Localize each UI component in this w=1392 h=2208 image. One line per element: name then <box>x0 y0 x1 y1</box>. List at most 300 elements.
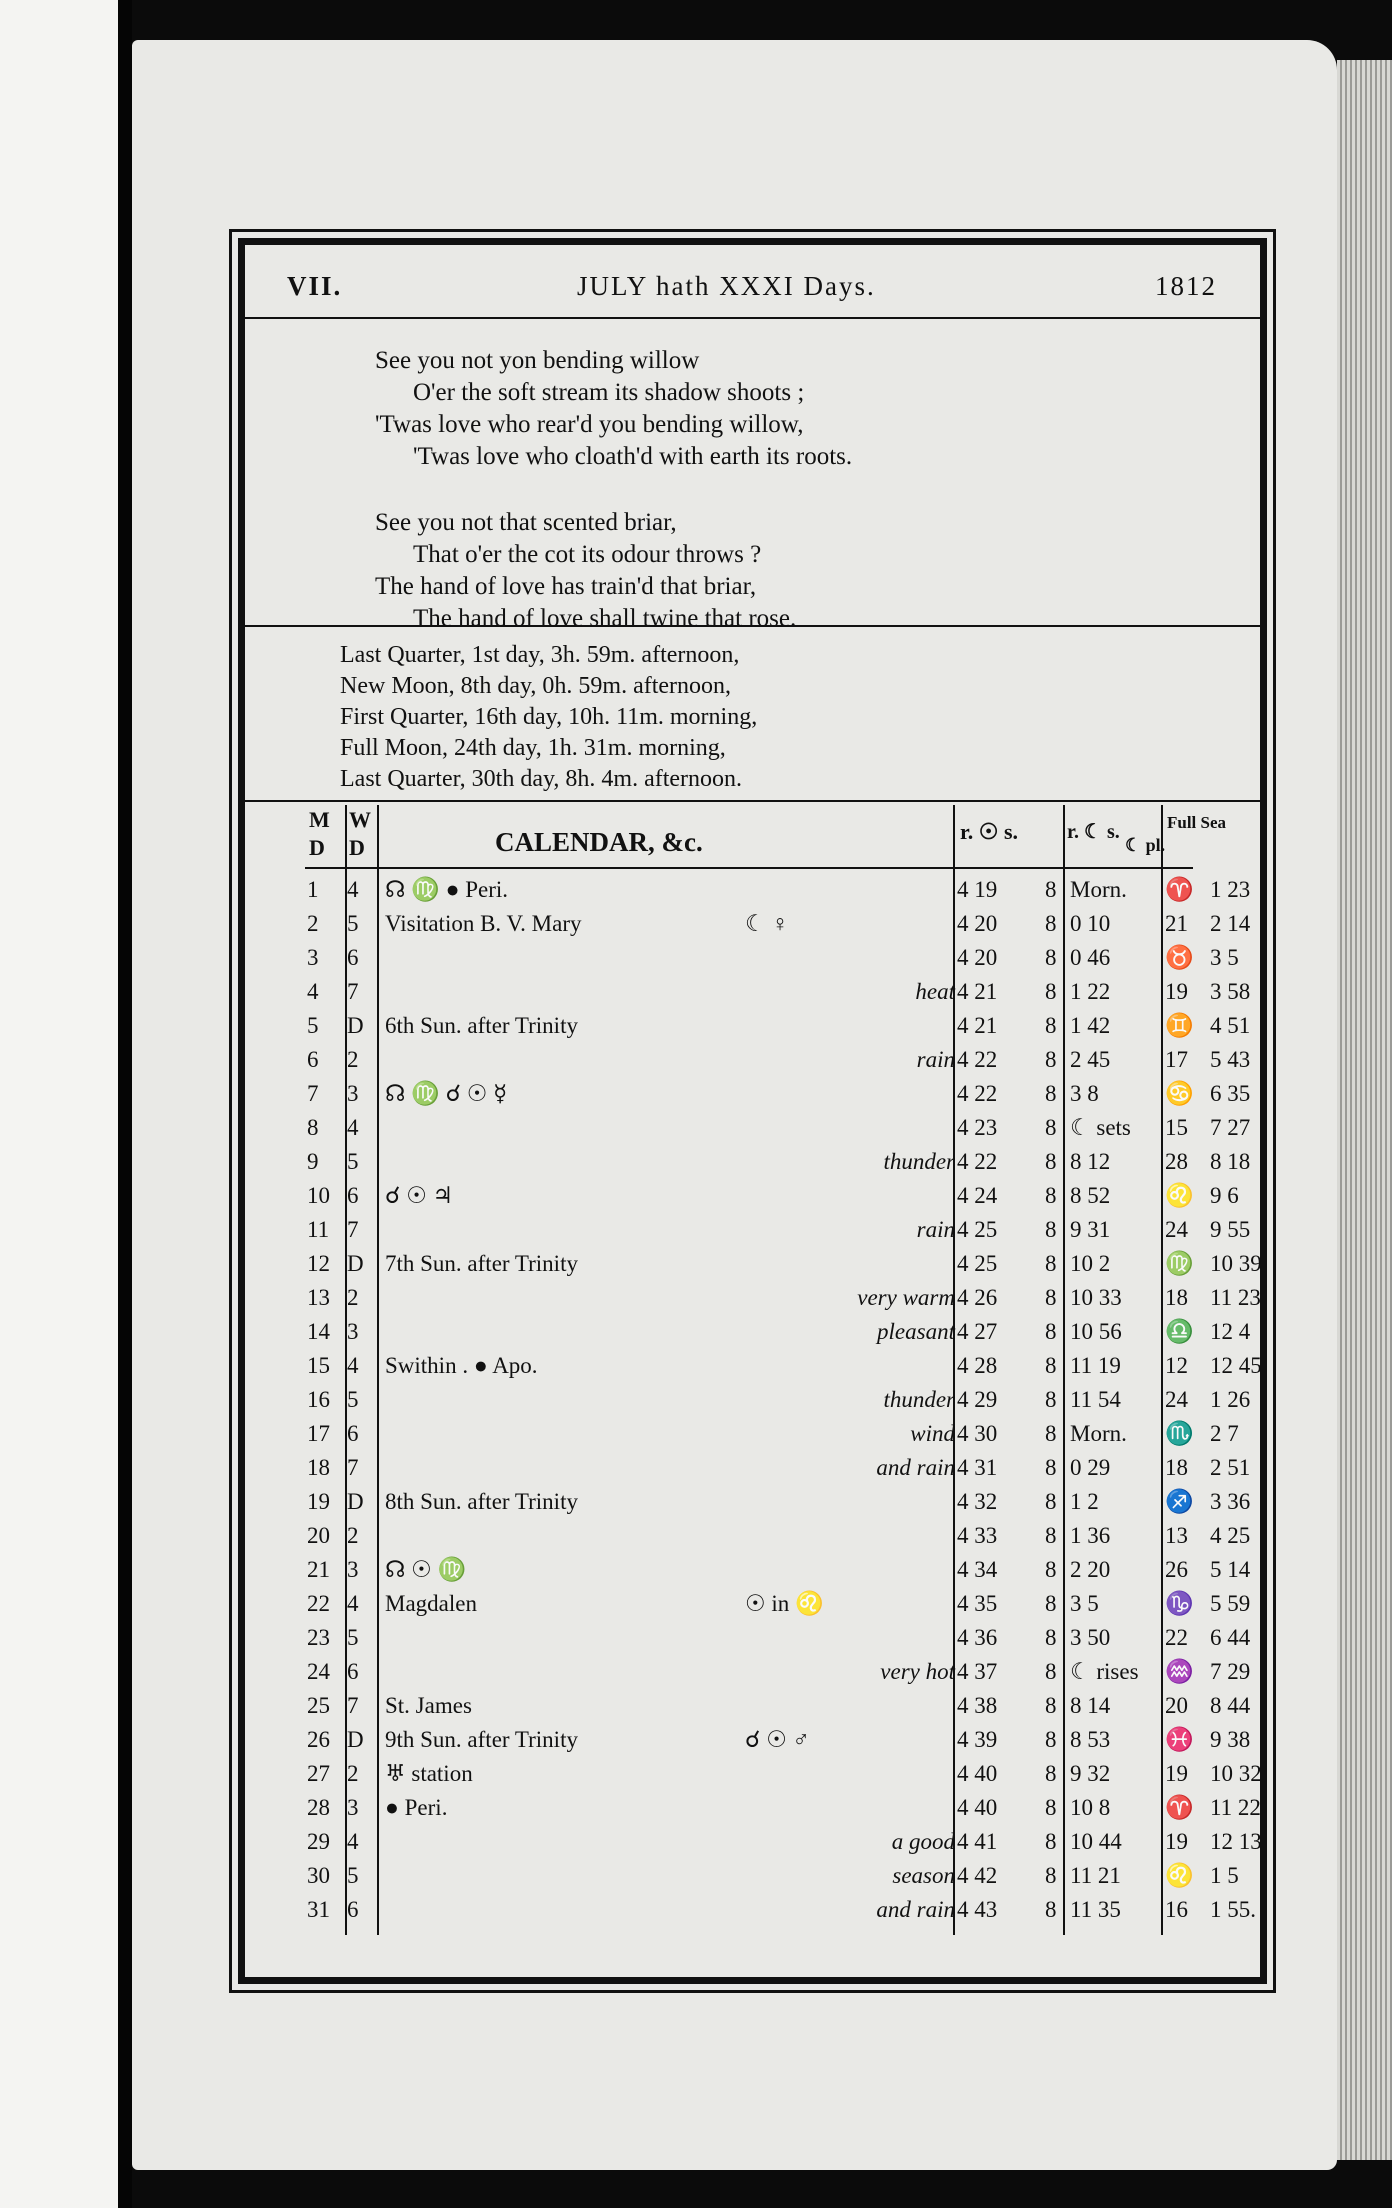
week-day: D <box>347 1251 364 1276</box>
moon-place: 26 <box>1165 1557 1188 1582</box>
sun-rise: 4 22 <box>957 1047 998 1072</box>
sun-rise: 4 30 <box>957 1421 998 1446</box>
moon-place: ♐ <box>1165 1489 1194 1514</box>
book-gutter <box>118 0 132 2208</box>
moon-rise-set: 10 44 <box>1070 1829 1122 1854</box>
header-divider <box>305 867 1193 869</box>
sun-set: 8 <box>1045 1693 1057 1718</box>
sun-rise: 4 42 <box>957 1863 998 1888</box>
table-row <box>305 1587 1251 1621</box>
sun-rise: 4 22 <box>957 1081 998 1106</box>
poem-line: 'Twas love who rear'd you bending willow, <box>375 411 804 438</box>
poem-line: 'Twas love who cloath'd with earth its roots. <box>413 443 853 470</box>
full-sea: 5 43 <box>1210 1047 1251 1072</box>
almanac-frame <box>238 238 1267 1984</box>
week-day: 5 <box>347 1387 359 1412</box>
sun-set: 8 <box>1045 1863 1057 1888</box>
sun-set: 8 <box>1045 1523 1057 1548</box>
moon-rise-set: 1 2 <box>1070 1489 1099 1514</box>
moon-place: 18 <box>1165 1285 1188 1310</box>
sun-set: 8 <box>1045 1047 1057 1072</box>
sun-rise: 4 38 <box>957 1693 998 1718</box>
moon-rise-set: 9 32 <box>1070 1761 1111 1786</box>
weather-note: heat <box>915 979 955 1004</box>
week-day: 6 <box>347 1897 359 1922</box>
calendar-entry: Swithin . ● Apo. <box>385 1353 538 1378</box>
sun-set: 8 <box>1045 1455 1057 1480</box>
table-row <box>305 975 1251 1009</box>
table-row <box>305 1757 1262 1791</box>
moon-place: 16 <box>1165 1897 1188 1922</box>
moon-place: ♏ <box>1165 1421 1194 1446</box>
moon-place: ♌ <box>1165 1863 1194 1888</box>
moon-place: 19 <box>1165 979 1188 1004</box>
moon-rise-set: 0 46 <box>1070 945 1111 970</box>
moon-rise-set: 1 36 <box>1070 1523 1111 1548</box>
moon-rise-set: 2 45 <box>1070 1047 1111 1072</box>
sun-set: 8 <box>1045 1319 1057 1344</box>
week-day: 2 <box>347 1523 359 1548</box>
calendar-entry: Magdalen <box>385 1591 477 1616</box>
week-day: 5 <box>347 911 359 936</box>
moon-phase-line: Last Quarter, 1st day, 3h. 59m. afternoon, <box>340 642 740 668</box>
poem-line: That o'er the cot its odour throws ? <box>413 541 762 568</box>
aspect-entry: ☉ in ♌ <box>745 1591 824 1616</box>
moon-place: 21 <box>1165 911 1188 936</box>
sun-rise: 4 22 <box>957 1149 998 1174</box>
sun-set: 8 <box>1045 1761 1057 1786</box>
moon-rise-set: 0 10 <box>1070 911 1111 936</box>
weather-note: very warm <box>857 1285 955 1310</box>
sun-set: 8 <box>1045 1557 1057 1582</box>
moon-rise-set: 3 50 <box>1070 1625 1111 1650</box>
week-day: 6 <box>347 945 359 970</box>
week-day: 5 <box>347 1863 359 1888</box>
full-sea: 10 39 <box>1210 1251 1262 1276</box>
month-day: 30 <box>307 1863 330 1888</box>
week-day: 6 <box>347 1659 359 1684</box>
sun-set: 8 <box>1045 1659 1057 1684</box>
moon-rise-set: 10 2 <box>1070 1251 1111 1276</box>
month-day: 15 <box>307 1353 330 1378</box>
month-day: 8 <box>307 1115 319 1140</box>
calendar-entry: 9th Sun. after Trinity <box>385 1727 578 1752</box>
moon-place: ♈ <box>1165 1795 1194 1820</box>
moon-rise-set: 10 56 <box>1070 1319 1122 1344</box>
full-sea: 9 6 <box>1210 1183 1239 1208</box>
full-sea: 11 23 <box>1210 1285 1261 1310</box>
moon-place: ♈ <box>1165 877 1194 902</box>
month-title: JULY hath XXXI Days. <box>577 271 876 301</box>
week-day: 5 <box>347 1149 359 1174</box>
month-day: 23 <box>307 1625 330 1650</box>
month-day: 27 <box>307 1761 330 1786</box>
full-sea: 7 29 <box>1210 1659 1251 1684</box>
sun-rise: 4 21 <box>957 1013 998 1038</box>
month-day: 4 <box>307 979 319 1004</box>
month-day: 14 <box>307 1319 330 1344</box>
sun-rise: 4 33 <box>957 1523 998 1548</box>
weather-note: rain <box>916 1047 955 1072</box>
moon-place: 12 <box>1165 1353 1188 1378</box>
sun-set: 8 <box>1045 1489 1057 1514</box>
poem-line: O'er the soft stream its shadow shoots ; <box>413 379 805 406</box>
table-row <box>305 941 1239 975</box>
full-sea: 2 51 <box>1210 1455 1251 1480</box>
month-day: 11 <box>307 1217 330 1242</box>
poem <box>375 345 1135 635</box>
moon-phase-line: New Moon, 8th day, 0h. 59m. afternoon, <box>340 673 732 699</box>
table-row <box>305 1281 1261 1315</box>
weather-note: thunder <box>883 1387 955 1412</box>
moon-rise-set: ☾ sets <box>1070 1115 1131 1140</box>
month-day: 21 <box>307 1557 330 1582</box>
sun-set: 8 <box>1045 1285 1057 1310</box>
aspect-entry: ☌ ☉ ♂ <box>745 1727 810 1752</box>
sun-rise: 4 34 <box>957 1557 998 1582</box>
full-sea: 3 58 <box>1210 979 1251 1004</box>
sun-set: 8 <box>1045 877 1057 902</box>
sun-rise: 4 40 <box>957 1761 998 1786</box>
full-sea-head: Full Sea <box>1167 813 1227 832</box>
sun-rise: 4 36 <box>957 1625 998 1650</box>
table-row <box>305 1519 1251 1553</box>
moon-place: 24 <box>1165 1217 1188 1242</box>
full-sea: 7 27 <box>1210 1115 1251 1140</box>
weather-note: thunder <box>883 1149 955 1174</box>
calendar-table <box>305 805 1262 1935</box>
weather-note: and rain <box>876 1455 955 1480</box>
sun-rise: 4 20 <box>957 945 998 970</box>
month-day: 9 <box>307 1149 319 1174</box>
table-row <box>305 1791 1261 1825</box>
full-sea: 9 55 <box>1210 1217 1251 1242</box>
calendar-entry: 6th Sun. after Trinity <box>385 1013 578 1038</box>
sun-set: 8 <box>1045 1829 1057 1854</box>
table-row <box>305 1009 1251 1043</box>
moon-rise-set: 3 8 <box>1070 1081 1099 1106</box>
table-row <box>305 1417 1239 1451</box>
week-day: 7 <box>347 1217 359 1242</box>
sun-set: 8 <box>1045 1591 1057 1616</box>
weather-note: pleasant <box>877 1319 955 1344</box>
month-day: 16 <box>307 1387 330 1412</box>
calendar-entry: ☊ ♍ ☌ ☉ ☿ <box>385 1081 508 1106</box>
sun-rise: 4 37 <box>957 1659 998 1684</box>
moon-place: ♌ <box>1165 1183 1194 1208</box>
table-row <box>305 1179 1239 1213</box>
poem-rule <box>245 625 1260 627</box>
table-row <box>305 1859 1239 1893</box>
week-day: 7 <box>347 1455 359 1480</box>
full-sea: 3 36 <box>1210 1489 1251 1514</box>
stanza-gap <box>375 473 1135 507</box>
moon-place: ♊ <box>1165 1013 1194 1038</box>
table-row <box>305 1077 1251 1111</box>
sun-set: 8 <box>1045 1795 1057 1820</box>
sun-set: 8 <box>1045 1625 1057 1650</box>
wd-head-top: W <box>349 807 371 832</box>
table-row <box>305 1315 1251 1349</box>
full-sea: 11 22 <box>1210 1795 1261 1820</box>
table-row <box>305 1213 1251 1247</box>
calendar-entry: ☊ ♍ ● Peri. <box>385 877 509 902</box>
week-day: 4 <box>347 1591 359 1616</box>
week-day: D <box>347 1489 364 1514</box>
calendar-entry: ☌ ☉ ♃ <box>385 1183 454 1208</box>
moon-rise-set: 8 12 <box>1070 1149 1111 1174</box>
moon-place: 19 <box>1165 1829 1188 1854</box>
sun-rise: 4 43 <box>957 1897 998 1922</box>
table-row <box>305 1655 1251 1689</box>
sun-set: 8 <box>1045 1353 1057 1378</box>
full-sea: 6 44 <box>1210 1625 1251 1650</box>
week-day: 2 <box>347 1047 359 1072</box>
sun-rise: 4 32 <box>957 1489 998 1514</box>
moon-rule <box>245 800 1260 802</box>
sun-set: 8 <box>1045 1115 1057 1140</box>
moon-phases <box>340 640 1160 795</box>
sun-rise: 4 39 <box>957 1727 998 1752</box>
week-day: 2 <box>347 1761 359 1786</box>
week-day: 2 <box>347 1285 359 1310</box>
sun-set: 8 <box>1045 945 1057 970</box>
moon-rise-set: Morn. <box>1070 877 1127 902</box>
moon-place: 24 <box>1165 1387 1188 1412</box>
week-day: 7 <box>347 979 359 1004</box>
table-row <box>305 1621 1251 1655</box>
month-day: 31 <box>307 1897 330 1922</box>
week-day: D <box>347 1013 364 1038</box>
moon-rise-set: 8 53 <box>1070 1727 1111 1752</box>
full-sea: 3 5 <box>1210 945 1239 970</box>
full-sea: 10 32 <box>1210 1761 1262 1786</box>
sun-set: 8 <box>1045 1217 1057 1242</box>
poem-line: See you not yon bending willow <box>375 347 700 374</box>
sun-set: 8 <box>1045 1149 1057 1174</box>
full-sea: 1 5 <box>1210 1863 1239 1888</box>
week-day: 7 <box>347 1693 359 1718</box>
sun-rise: 4 25 <box>957 1217 998 1242</box>
table-row <box>305 1893 1256 1927</box>
month-day: 20 <box>307 1523 330 1548</box>
moon-rise-set: 10 8 <box>1070 1795 1111 1820</box>
aspect-entry: ☾ ♀ <box>745 911 789 936</box>
month-day: 10 <box>307 1183 330 1208</box>
month-day: 6 <box>307 1047 319 1072</box>
sun-set: 8 <box>1045 1727 1057 1752</box>
weather-note: and rain <box>876 1897 955 1922</box>
month-day: 2 <box>307 911 319 936</box>
full-sea: 2 7 <box>1210 1421 1239 1446</box>
moon-rise-set: 8 52 <box>1070 1183 1111 1208</box>
month-day: 26 <box>307 1727 330 1752</box>
sun-set: 8 <box>1045 1387 1057 1412</box>
month-day: 19 <box>307 1489 330 1514</box>
month-day: 1 <box>307 877 319 902</box>
full-sea: 4 25 <box>1210 1523 1251 1548</box>
sun-rise: 4 40 <box>957 1795 998 1820</box>
page-header <box>287 271 1217 311</box>
sun-set: 8 <box>1045 1421 1057 1446</box>
poem-line: The hand of love has train'd that briar, <box>375 573 757 600</box>
wd-head-bottom: D <box>349 835 365 860</box>
moon-place: ♉ <box>1165 945 1194 970</box>
week-day: 6 <box>347 1183 359 1208</box>
moon-place: ♑ <box>1165 1591 1194 1616</box>
moon-phase-line: Full Moon, 24th day, 1h. 31m. morning, <box>340 735 726 761</box>
weather-note: rain <box>916 1217 955 1242</box>
moon-place: 13 <box>1165 1523 1188 1548</box>
table-row <box>305 1247 1262 1281</box>
full-sea: 5 59 <box>1210 1591 1251 1616</box>
full-sea: 12 4 <box>1210 1319 1251 1344</box>
week-day: 4 <box>347 877 359 902</box>
sun-head: r. ☉ s. <box>960 819 1019 844</box>
full-sea: 1 23 <box>1210 877 1251 902</box>
sun-rise: 4 24 <box>957 1183 998 1208</box>
year: 1812 <box>1155 271 1217 301</box>
sun-rise: 4 41 <box>957 1829 998 1854</box>
table-row <box>305 907 1251 941</box>
moon-rise-set: ☾ rises <box>1070 1659 1139 1684</box>
week-day: 3 <box>347 1081 359 1106</box>
moon-place: 20 <box>1165 1693 1188 1718</box>
month-day: 22 <box>307 1591 330 1616</box>
moon-rise-set: Morn. <box>1070 1421 1127 1446</box>
moon-rise-set: 10 33 <box>1070 1285 1122 1310</box>
sun-set: 8 <box>1045 1081 1057 1106</box>
month-day: 7 <box>307 1081 319 1106</box>
sun-rise: 4 21 <box>957 979 998 1004</box>
moon-place: 17 <box>1165 1047 1188 1072</box>
moon-place-head: ☾ pl. <box>1125 835 1166 855</box>
week-day: 5 <box>347 1625 359 1650</box>
moon-rise-set: 2 20 <box>1070 1557 1111 1582</box>
moon-place: 19 <box>1165 1761 1188 1786</box>
table-row <box>305 1689 1251 1723</box>
moon-place: ♍ <box>1165 1251 1194 1276</box>
month-day: 24 <box>307 1659 330 1684</box>
month-day: 5 <box>307 1013 319 1038</box>
moon-rise-set: 8 14 <box>1070 1693 1111 1718</box>
sun-rise: 4 31 <box>957 1455 998 1480</box>
table-row <box>305 1383 1251 1417</box>
week-day: 4 <box>347 1115 359 1140</box>
calendar-entry: 7th Sun. after Trinity <box>385 1251 578 1276</box>
sun-rise: 4 20 <box>957 911 998 936</box>
moon-head: r. ☾ s. <box>1067 821 1120 843</box>
full-sea: 1 26 <box>1210 1387 1251 1412</box>
month-day: 12 <box>307 1251 330 1276</box>
full-sea: 6 35 <box>1210 1081 1251 1106</box>
full-sea: 12 13 <box>1210 1829 1262 1854</box>
moon-rise-set: 3 5 <box>1070 1591 1099 1616</box>
calendar-entry: ☊ ☉ ♍ <box>385 1557 467 1582</box>
md-head-top: M <box>309 807 330 832</box>
moon-place: ♎ <box>1165 1319 1194 1344</box>
full-sea: 9 38 <box>1210 1727 1251 1752</box>
sun-rise: 4 23 <box>957 1115 998 1140</box>
month-day: 18 <box>307 1455 330 1480</box>
moon-rise-set: 11 19 <box>1070 1353 1121 1378</box>
table-row <box>305 1485 1251 1519</box>
table-row <box>305 1553 1251 1587</box>
full-sea: 8 44 <box>1210 1693 1251 1718</box>
table-row <box>305 1349 1262 1383</box>
table-row <box>305 1825 1262 1859</box>
sun-rise: 4 35 <box>957 1591 998 1616</box>
calendar-rows <box>305 873 1262 1927</box>
header-rule <box>245 317 1260 319</box>
moon-rise-set: 1 42 <box>1070 1013 1111 1038</box>
facing-page-edge <box>0 0 122 2208</box>
calendar-entry: ● Peri. <box>385 1795 448 1820</box>
sun-set: 8 <box>1045 1897 1057 1922</box>
sun-rise: 4 28 <box>957 1353 998 1378</box>
month-day: 28 <box>307 1795 330 1820</box>
calendar-entry: St. James <box>385 1693 472 1718</box>
sun-set: 8 <box>1045 1013 1057 1038</box>
week-day: 3 <box>347 1557 359 1582</box>
table-row <box>305 1145 1251 1179</box>
moon-place: 22 <box>1165 1625 1188 1650</box>
month-number: VII. <box>287 271 343 301</box>
sun-set: 8 <box>1045 1183 1057 1208</box>
moon-place: ♓ <box>1165 1727 1194 1752</box>
calendar-head: CALENDAR, &c. <box>495 827 703 857</box>
moon-place: 18 <box>1165 1455 1188 1480</box>
md-head-bottom: D <box>309 835 325 860</box>
table-row <box>305 1111 1251 1145</box>
moon-rise-set: 0 29 <box>1070 1455 1111 1480</box>
sun-set: 8 <box>1045 1251 1057 1276</box>
poem-line: See you not that scented briar, <box>375 509 677 536</box>
week-day: D <box>347 1727 364 1752</box>
full-sea: 2 14 <box>1210 911 1251 936</box>
moon-rise-set: 1 22 <box>1070 979 1111 1004</box>
week-day: 4 <box>347 1353 359 1378</box>
moon-place: ♋ <box>1165 1081 1194 1106</box>
sun-set: 8 <box>1045 911 1057 936</box>
week-day: 6 <box>347 1421 359 1446</box>
weather-note: wind <box>910 1421 955 1446</box>
week-day: 3 <box>347 1795 359 1820</box>
sun-rise: 4 25 <box>957 1251 998 1276</box>
table-row <box>305 873 1251 907</box>
moon-place: 28 <box>1165 1149 1188 1174</box>
table-row <box>305 1723 1251 1757</box>
moon-phase-line: Last Quarter, 30th day, 8h. 4m. afternoon. <box>340 766 743 792</box>
full-sea: 1 55. <box>1210 1897 1256 1922</box>
calendar-entry: ♅ station <box>385 1761 473 1786</box>
weather-note: season <box>892 1863 955 1888</box>
moon-rise-set: 11 35 <box>1070 1897 1121 1922</box>
full-sea: 8 18 <box>1210 1149 1251 1174</box>
moon-rise-set: 11 21 <box>1070 1863 1121 1888</box>
weather-note: very hot <box>880 1659 955 1684</box>
month-day: 17 <box>307 1421 330 1446</box>
page-stack-edge <box>1337 60 1392 2160</box>
moon-place: ♒ <box>1165 1659 1194 1684</box>
month-day: 25 <box>307 1693 330 1718</box>
sun-rise: 4 29 <box>957 1387 998 1412</box>
sun-rise: 4 27 <box>957 1319 998 1344</box>
week-day: 3 <box>347 1319 359 1344</box>
week-day: 4 <box>347 1829 359 1854</box>
month-day: 29 <box>307 1829 330 1854</box>
moon-place: 15 <box>1165 1115 1188 1140</box>
